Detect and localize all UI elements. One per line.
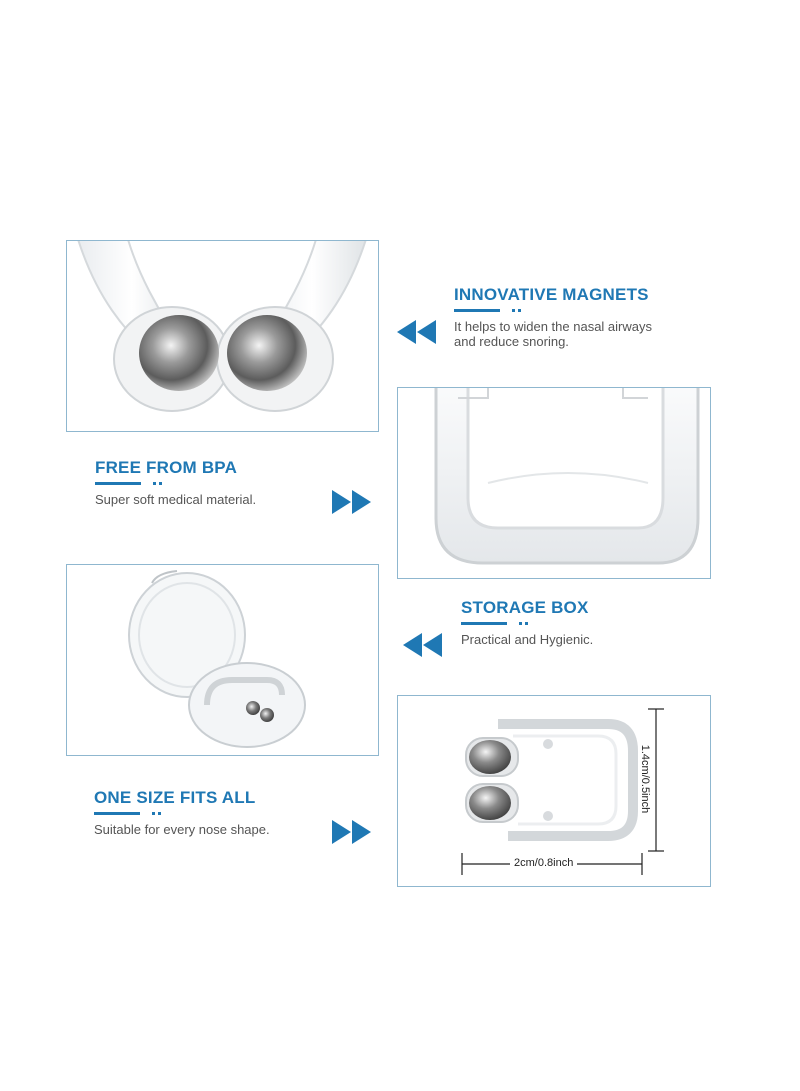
storage-box-image-panel xyxy=(66,564,379,756)
title-underline xyxy=(454,305,754,315)
height-dimension-label: 1.4cm/0.5inch xyxy=(639,744,652,814)
title-underline xyxy=(94,808,354,818)
feature-description: Suitable for every nose shape. xyxy=(94,822,270,837)
double-left-arrow-icon xyxy=(397,320,437,344)
feature-title: FREE FROM BPA xyxy=(95,458,238,477)
feature-free-from-bpa xyxy=(95,458,335,507)
magnets-closeup-image xyxy=(67,241,379,432)
size-image-panel xyxy=(397,695,711,887)
feature-one-size-fits-all xyxy=(94,788,354,837)
feature-title: INNOVATIVE MAGNETS xyxy=(454,285,649,304)
bpa-free-image-panel xyxy=(397,387,711,579)
feature-title: ONE SIZE FITS ALL xyxy=(94,788,256,807)
soft-material-clip-image xyxy=(398,388,711,579)
feature-description: Practical and Hygienic. xyxy=(461,632,594,647)
title-underline xyxy=(95,478,335,488)
feature-description xyxy=(454,319,754,349)
magnets-image-panel xyxy=(66,240,379,432)
width-dimension-label: 2cm/0.8inch xyxy=(510,857,577,869)
storage-box-image xyxy=(67,565,379,756)
feature-description-line: It helps to widen the nasal airways xyxy=(454,319,652,334)
feature-title: STORAGE BOX xyxy=(461,598,589,617)
double-right-arrow-icon xyxy=(332,490,372,514)
feature-storage-box xyxy=(461,598,701,647)
double-left-arrow-icon xyxy=(403,633,443,657)
feature-description: Super soft medical material. xyxy=(95,492,257,507)
title-underline xyxy=(461,618,701,628)
feature-innovative-magnets xyxy=(454,285,754,349)
double-right-arrow-icon xyxy=(332,820,372,844)
feature-description-line: and reduce snoring. xyxy=(454,334,569,349)
